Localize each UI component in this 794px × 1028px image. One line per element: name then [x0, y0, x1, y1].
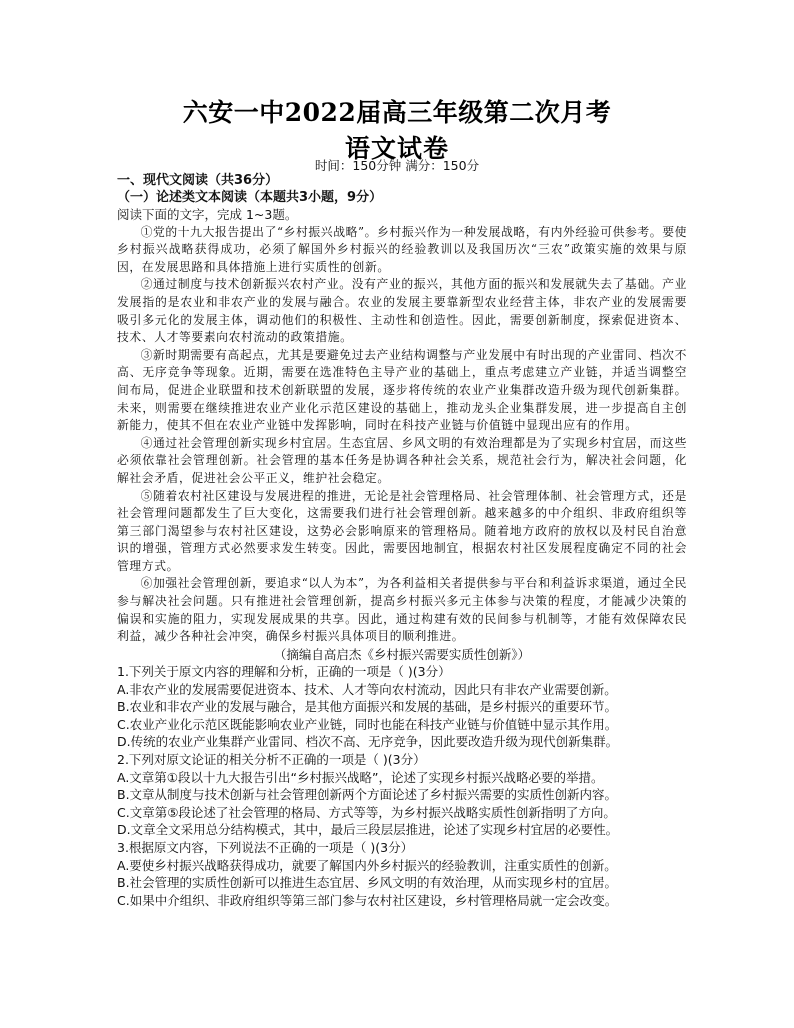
exam-subtitle: 语文试卷 [344, 134, 449, 163]
question-stem: 3.根据原文内容，下列说法不正确的一项是（ )(3分） [117, 840, 414, 855]
passage-paragraph-6: ⑥加强社会管理创新，要追求“以人为本”，为各利益相关者提供参与平台和利益诉求渠道，通过全民参与解决社会问题。只有推进社会管理创新，提高乡村振兴多元主体参与决策的程度，才能减少决策的偏误和实施的阻力，实现发展成果的共享。因此，通过构建有效的民间参与机制等，才能有效保障农民利益，减少各种社会冲突，确保乡村振兴具体项目的顺利推进。 [117, 576, 687, 644]
option-a: A.非农产业的发展需要促进资本、技术、人才等向农村流动，因此只有非农产业需要创新。 [117, 681, 617, 697]
section-subheading: （一）论述类文本阅读（本题共3小题，9分） [117, 190, 383, 206]
question-stem: 2.下列对原文论证的相关分析不正确的一项是（ )(3分） [117, 752, 426, 768]
passage-paragraph-3: ③新时期需要有高起点，尤其是要避免过去产业结构调整与产业发展中有时出现的产业雷同、档次不高、无序竞争等现象。近期，需要在选准特色主导产业的基础上，重点考虑建立产业链，并适当调整空间布局，促进企业联盟和技术创新联盟的发展，逐步将传统的农业产业集群改造升级为现代创新集群。未来，则需要在继续推进农业产业化示范区建设的基础上，推动龙头企业集群发展，进一步提高自主创新能力，使其不但在农业产业链中发挥影响，同时在科技产业链与价值链中显现出应有的作用。 [117, 347, 687, 433]
option-a: A.要使乡村振兴战略获得成功，就要了解国内外乡村振兴的经验教训，注重实质性的创新。 [117, 857, 617, 873]
option-a: A.文章第①段以十九大报告引出“乡村振兴战略”，论述了实现乡村振兴战略必要的举措。 [117, 769, 604, 785]
passage-paragraph-5: ⑤随着农村社区建设与发展进程的推进，无论是社会管理格局、社会管理体制、社会管理方式，还是社会管理问题都发生了巨大变化，这需要我们进行社会管理创新。越来越多的中介组织、非政府组织等第三部门渴望参与农村社区建设，这势必会影响原来的管理格局。随着地方政府的放权以及村民自治意识的增强，管理方式必然要求发生转变。因此，需要因地制宜，根据农村社区发展程度确定不同的社会管理方式。 [117, 488, 687, 573]
option-c: C.文章第⑤段论述了社会管理的格局、方式等等，为乡村振兴战略实质性创新指明了方向。 [117, 804, 616, 820]
question-2 [117, 751, 687, 839]
option-b: B.农业和非农产业的发展与融合，是其他方面振兴和发展的基础，是乡村振兴的重要环节。 [117, 699, 618, 715]
question-3 [117, 839, 687, 909]
passage-source: （摘编自高启杰《乡村振兴需要实质性创新》） [273, 646, 531, 662]
option-b: B.文章从制度与技术创新与社会管理创新两个方面论述了乡村振兴需要的实质性创新内容。 [117, 787, 618, 803]
question-1 [117, 663, 687, 751]
passage-paragraph-4: ④通过社会管理创新实现乡村宜居。生态宜居、乡风文明的有效治理都是为了实现乡村宜居，而这些必须依靠社会管理创新。社会管理的基本任务是协调各种社会关系，规范社会行为，解决社会问题，化解社会矛盾，促进社会公平正义，维护社会稳定。 [117, 435, 687, 485]
passage-paragraph-2: ②通过制度与技术创新振兴农村产业。没有产业的振兴，其他方面的振兴和发展就失去了基础。产业发展指的是农业和非农产业的发展与融合。农业的发展主要靠新型农业经营主体，非农产业的发展需要吸引多元化的发展主体，调动他们的积极性、主动性和创造性。因此，需要创新制度，探索促进资本、技术、人才等要素向农村流动的政策措施。 [117, 277, 687, 345]
section-heading: 一、现代文阅读（共36分） [117, 173, 279, 188]
exam-title: 六安一中2022届高三年级第二次月考 [182, 98, 612, 127]
reading-passage [117, 224, 687, 646]
reading-instruction: 阅读下面的文字，完成 1~3题。 [117, 207, 298, 223]
exam-meta: 时间：150分钟 满分：150分 [314, 158, 480, 173]
option-b: B.社会管理的实质性创新可以推进生态宜居、乡风文明的有效治理，从而实现乡村的宜居。 [117, 875, 618, 891]
question-stem: 1.下列关于原文内容的理解和分析，正确的一项是（ )(3分） [117, 664, 451, 680]
option-c: C.农业产业化示范区既能影响农业产业链，同时也能在科技产业链与价值链中显示其作用。 [117, 716, 618, 732]
option-d: D.传统的农业产业集群产业雷同、档次不高、无序竞争，因此要改造升级为现代创新集群。 [117, 734, 619, 750]
passage-paragraph-1: ①党的十九大报告提出了“乡村振兴战略”。乡村振兴作为一种发展战略，有内外经验可供参考。要使乡村振兴战略获得成功，必须了解国外乡村振兴的经验教训以及我国历次“三农”政策实施的效果与原因，在发展思路和具体措施上进行实质性的创新。 [117, 224, 687, 274]
exam-body [117, 172, 687, 909]
option-c: C.如果中介组织、非政府组织等第三部门参与农村社区建设，乡村管理格局就一定会改变。 [117, 892, 618, 908]
option-d: D.文章全文采用总分结构模式，其中，最后三段层层推进，论述了实现乡村宜居的必要性。 [117, 822, 619, 838]
